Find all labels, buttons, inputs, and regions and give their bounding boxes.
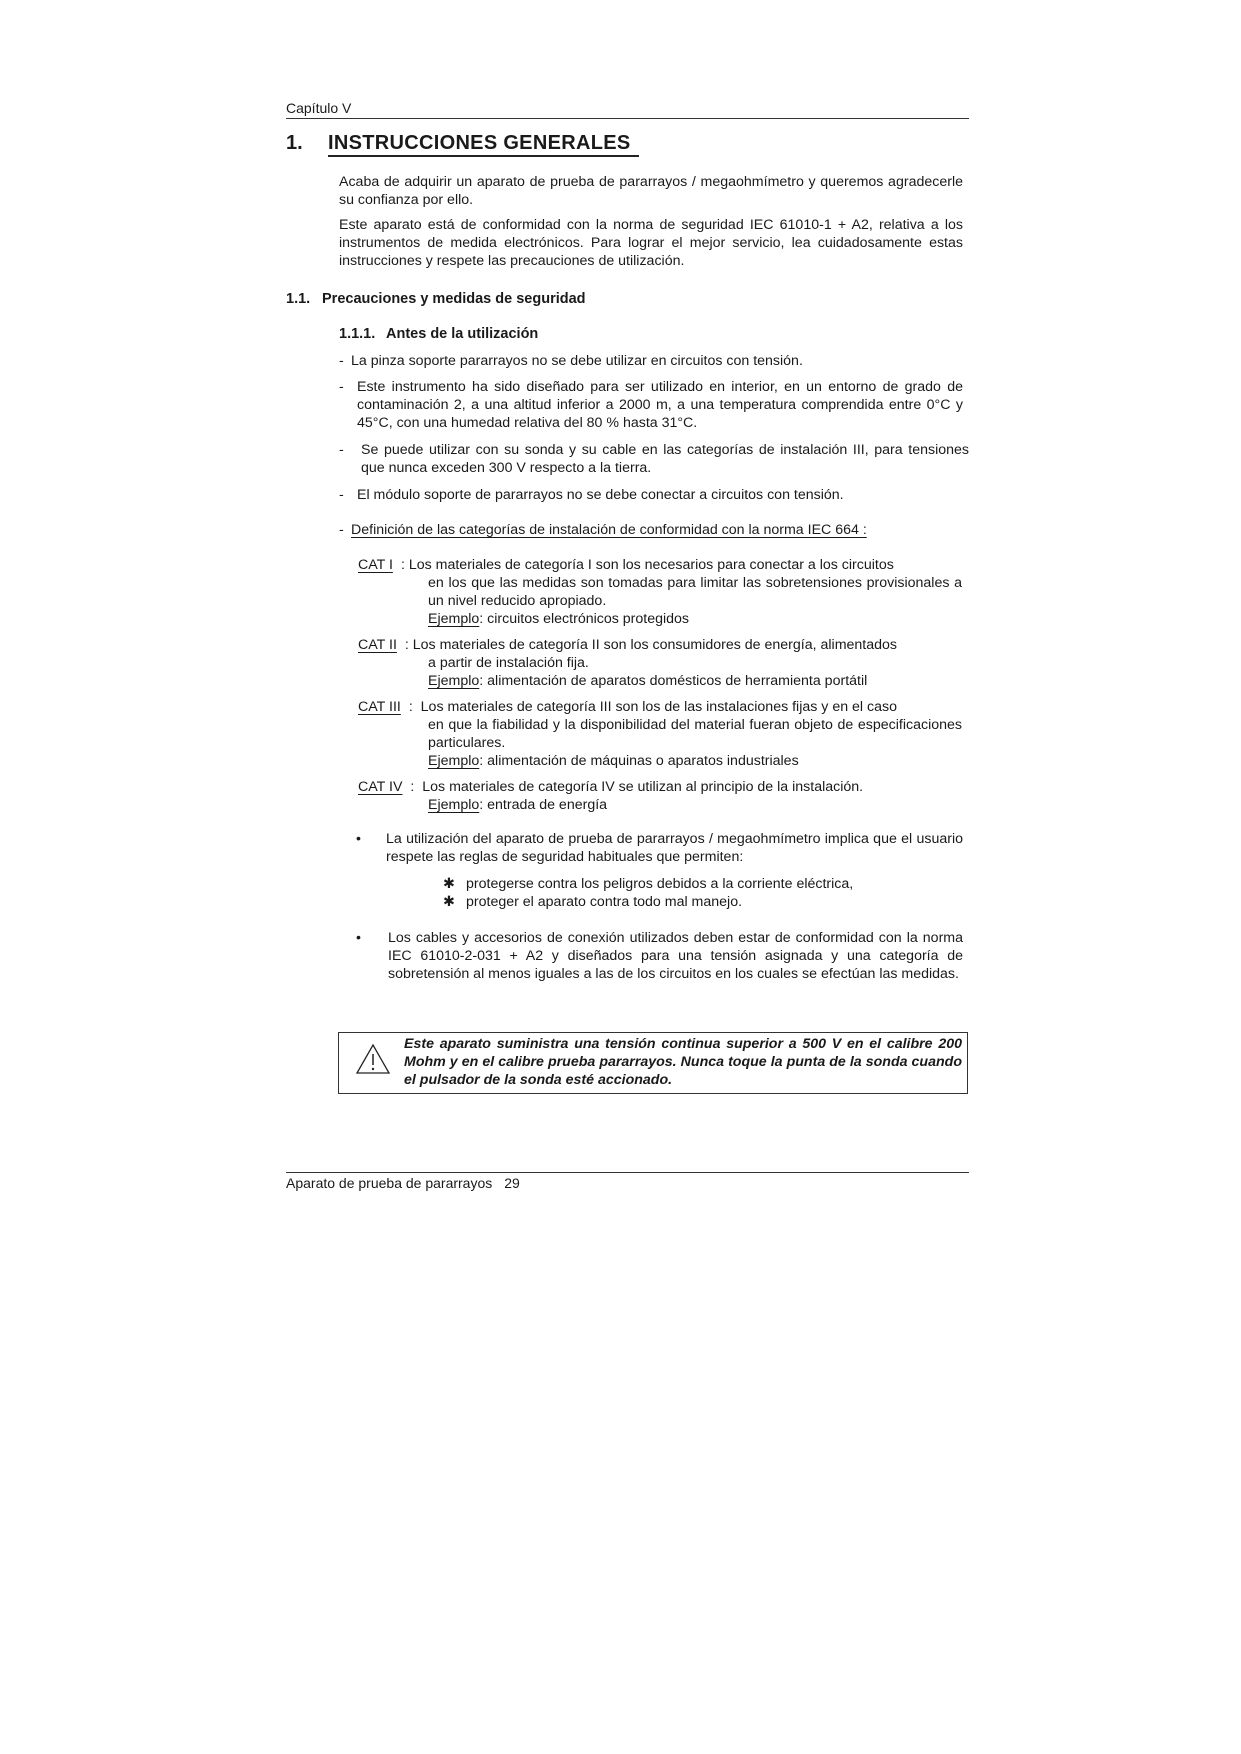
list-item: - Se puede utilizar con su sonda y su cable en las categorías de instalación III, para tensiones que nunca exceden 300 V respecto a la tierra.	[339, 442, 969, 476]
asterisk-icon: ✱	[443, 894, 455, 910]
subsubsection-title: Antes de la utilización	[386, 326, 539, 342]
section-heading-1	[286, 132, 639, 157]
page-number: 29	[504, 1175, 520, 1191]
intro-paragraph-1: Acaba de adquirir un aparato de prueba de pararrayos / megaohmímetro y queremos agradecerle su confianza por ello.	[339, 174, 963, 208]
section-number: 1.	[286, 132, 303, 154]
bullet-dot-icon: •	[356, 930, 361, 946]
category-label: CAT IV	[358, 779, 403, 795]
category-cat-iv: CAT IV : Los materiales de categoría IV se utilizan al principio de la instalación. Ejemplo: entrada de energía	[358, 779, 864, 813]
subsection-heading	[286, 291, 586, 307]
star-item: ✱ protegerse contra los peligros debidos a la corriente eléctrica,	[443, 876, 854, 892]
bullet-item: • Los cables y accesorios de conexión utilizados deben estar de conformidad con la norma IEC 61010-2-031 + A2 y diseñados para una tensión asignada y una categoría de sobretensión al menos iguales a las de los circuitos en los cuales se efectúan las medidas.	[352, 929, 963, 983]
warning-triangle-icon	[355, 1043, 391, 1075]
bullet-item: • La utilización del aparato de prueba de pararrayos / megaohmímetro implica que el usuario respete las reglas de seguridad habituales que permiten:	[352, 830, 963, 866]
asterisk-icon: ✱	[443, 876, 455, 892]
list-item: - Definición de las categorías de instalación de conformidad con la norma IEC 664 :	[339, 522, 867, 538]
list-item: - Este instrumento ha sido diseñado para ser utilizado en interior, en un entorno de grado de contaminación 2, a una altitud inferior a 2000 m, a una temperatura comprendida entre 0°C y 45°C, con una humedad relativa del 80 % hasta 31°C.	[339, 379, 963, 431]
category-label: CAT II	[358, 637, 397, 653]
category-cat-iii: CAT III : Los materiales de categoría III son los de las instalaciones fijas y en el caso en que la fiabilidad y la disponibilidad del material fueran objeto de especificaciones particulares. Ejemplo: alimentación de máquinas o aparatos industriales	[358, 699, 962, 769]
warning-text: Este aparato suministra una tensión continua superior a 500 V en el calibre 200 Mohm y en el calibre prueba pararrayos. Nunca toque la punta de la sonda cuando el pulsador de la sonda esté accionado.	[404, 1036, 962, 1088]
category-label: CAT III	[358, 699, 401, 715]
intro-paragraph-2: Este aparato está de conformidad con la norma de seguridad IEC 61010-1 + A2, relativa a los instrumentos de medida electrónicos. Para lograr el mejor servicio, lea cuidadosamente estas instrucciones y respete las precauciones de utilización.	[339, 217, 963, 269]
header-divider	[286, 118, 969, 119]
chapter-header: Capítulo V	[286, 100, 352, 116]
page-footer	[286, 1175, 520, 1191]
subsection-title: Precauciones y medidas de seguridad	[322, 291, 586, 307]
category-label: CAT I	[358, 557, 393, 573]
footer-divider	[286, 1172, 969, 1173]
warning-box	[338, 1032, 968, 1094]
star-item: ✱ proteger el aparato contra todo mal manejo.	[443, 894, 743, 910]
section-title: INSTRUCCIONES GENERALES	[328, 132, 639, 157]
subsubsection-number: 1.1.1.	[339, 326, 376, 342]
category-cat-ii: CAT II : Los materiales de categoría II son los consumidores de energía, alimentados a partir de instalación fija. Ejemplo: alimentación de aparatos domésticos de herramienta portátil	[358, 637, 898, 689]
category-cat-i: CAT I : Los materiales de categoría I son los necesarios para conectar a los circuitos en los que las medidas son tomadas para limitar las sobretensiones provisionales a un nivel reducido apropiado. Ejemplo: circuitos electrónicos protegidos	[358, 557, 962, 627]
list-item: - La pinza soporte pararrayos no se debe utilizar en circuitos con tensión.	[339, 353, 803, 369]
subsection-number: 1.1.	[286, 291, 311, 307]
footer-title: Aparato de prueba de pararrayos	[286, 1175, 493, 1191]
bullet-dot-icon: •	[356, 831, 361, 847]
subsubsection-heading	[339, 326, 538, 342]
list-item: - El módulo soporte de pararrayos no se debe conectar a circuitos con tensión.	[339, 487, 844, 503]
